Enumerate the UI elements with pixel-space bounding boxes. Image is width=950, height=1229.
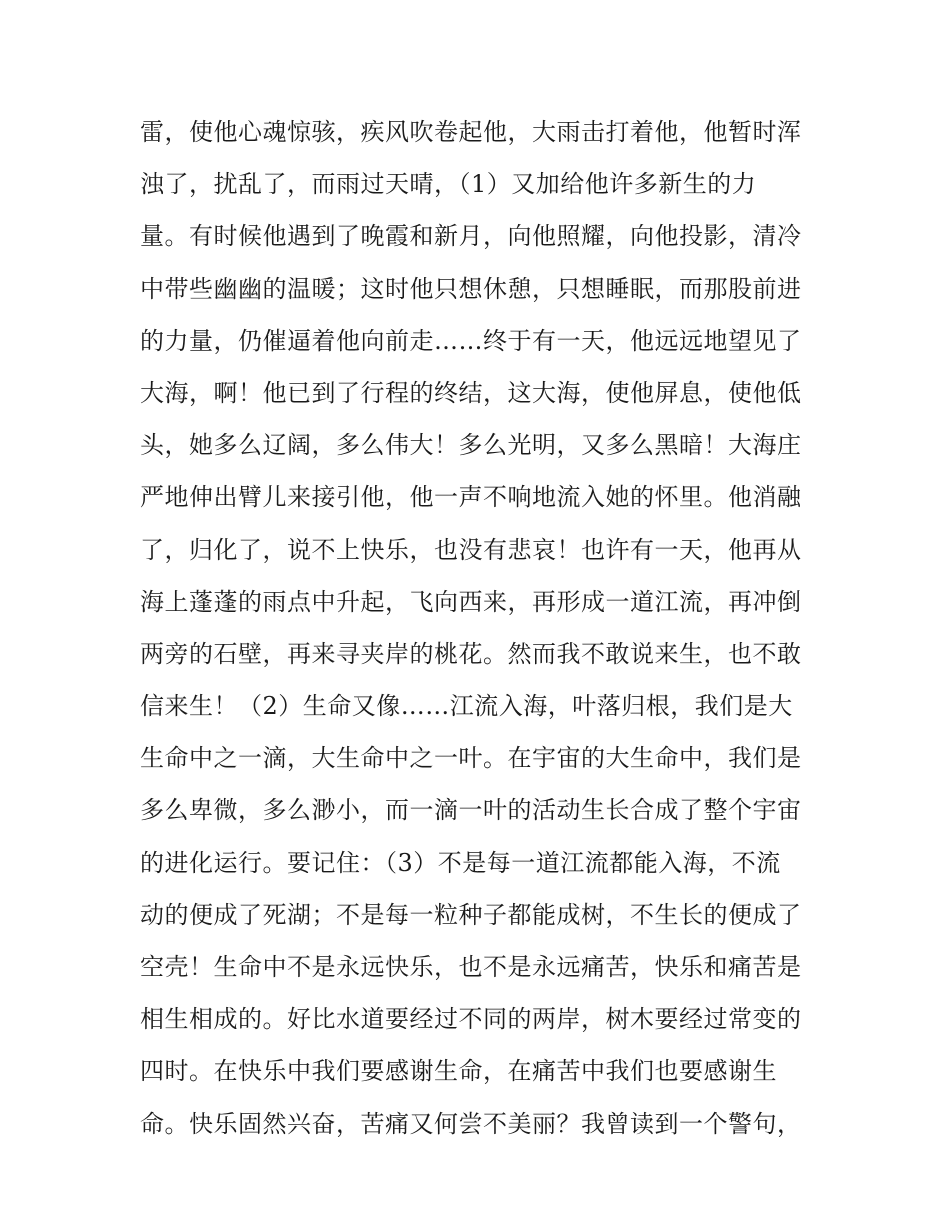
text-line-16: 动的便成了死湖；不是每一粒种子都能成树，不生长的便成了: [140, 900, 802, 929]
text-line-17: 空壳！生命中不是永远快乐，也不是永远痛苦，快乐和痛苦是: [140, 953, 802, 981]
text-line-15: 的进化运行。要记住：（3）不是每一道江流都能入海，不流: [140, 848, 781, 877]
text-line-6: 大海，啊！他已到了行程的终结，这大海，使他屏息，使他低: [140, 378, 802, 407]
text-line-13: 生命中之一滴，大生命中之一叶。在宇宙的大生命中，我们是: [140, 744, 802, 773]
text-line-18: 相生相成的。好比水道要经过不同的两岸，树木要经过常变的: [140, 1005, 802, 1034]
text-line-7: 头，她多么辽阔，多么伟大！多么光明，又多么黑暗！大海庄: [140, 431, 802, 460]
body-text: [140, 106, 830, 1150]
text-line-14: 多么卑微，多么渺小，而一滴一叶的活动生长合成了整个宇宙: [140, 796, 802, 825]
text-line-5: 的力量，仍催逼着他向前走……终于有一天，他远远地望见了: [140, 326, 802, 355]
text-line-4: 中带些幽幽的温暖；这时他只想休憩，只想睡眠，而那股前进: [140, 274, 802, 303]
text-line-9: 了，归化了，说不上快乐，也没有悲哀！也许有一天，他再从: [140, 535, 802, 564]
text-line-2: 浊了，扰乱了，而雨过天晴，（1）又加给他许多新生的力: [140, 170, 757, 199]
text-line-10: 海上蓬蓬的雨点中升起，飞向西来，再形成一道江流，再冲倒: [140, 587, 802, 616]
text-line-12: 信来生！（2）生命又像……江流入海，叶落归根，我们是大: [140, 692, 793, 721]
text-line-11: 两旁的石壁，再来寻夹岸的桃花。然而我不敢说来生，也不敢: [140, 639, 802, 668]
text-line-19: 四时。在快乐中我们要感谢生命，在痛苦中我们也要感谢生: [140, 1057, 777, 1086]
text-line-1: 雷，使他心魂惊骇，疾风吹卷起他，大雨击打着他，他暂时浑: [140, 118, 802, 146]
text-line-8: 严地伸出臂儿来接引他，他一声不响地流入她的怀里。他消融: [140, 483, 802, 512]
text-line-20: 命。快乐固然兴奋，苦痛又何尝不美丽？我曾读到一个警句，: [140, 1109, 802, 1138]
text-line-3: 量。有时候他遇到了晚霞和新月，向他照耀，向他投影，清冷: [140, 222, 802, 251]
